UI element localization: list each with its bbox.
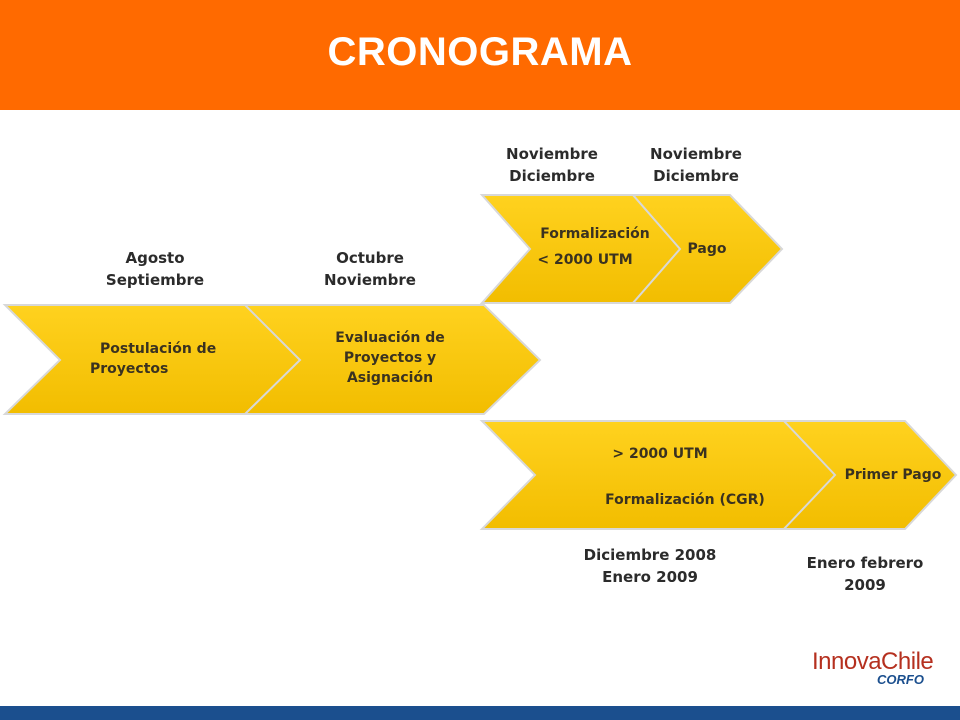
bottom-bar <box>0 706 960 720</box>
evaluacion-label: Evaluación de Proyectos y Asignación <box>335 330 445 386</box>
logo-sub: CORFO <box>877 672 924 687</box>
innovachile-corfo-logo <box>812 648 942 694</box>
period-diciembre-enero: Diciembre 2008 Enero 2009 <box>583 546 717 586</box>
formalizacion-menor-label: Formalización < 2000 UTM <box>537 226 650 268</box>
postulacion-label: Postulación de Proyectos <box>90 341 217 377</box>
period-enero-febrero: Enero febrero 2009 <box>806 554 924 594</box>
period-octubre-noviembre: Octubre Noviembre <box>324 249 416 289</box>
primer-pago-label: Primer Pago <box>844 467 942 483</box>
logo-brand: InnovaChile <box>812 648 934 675</box>
page-title: CRONOGRAMA <box>327 30 633 74</box>
period-noviembre-diciembre-2: Noviembre Diciembre <box>650 145 742 185</box>
period-agosto-septiembre: Agosto Septiembre <box>105 249 205 289</box>
pago-label: Pago <box>687 241 727 257</box>
period-noviembre-diciembre-1: Noviembre Diciembre <box>506 145 598 185</box>
formalizacion-mayor-label: > 2000 UTM Formalización (CGR) <box>605 446 765 508</box>
